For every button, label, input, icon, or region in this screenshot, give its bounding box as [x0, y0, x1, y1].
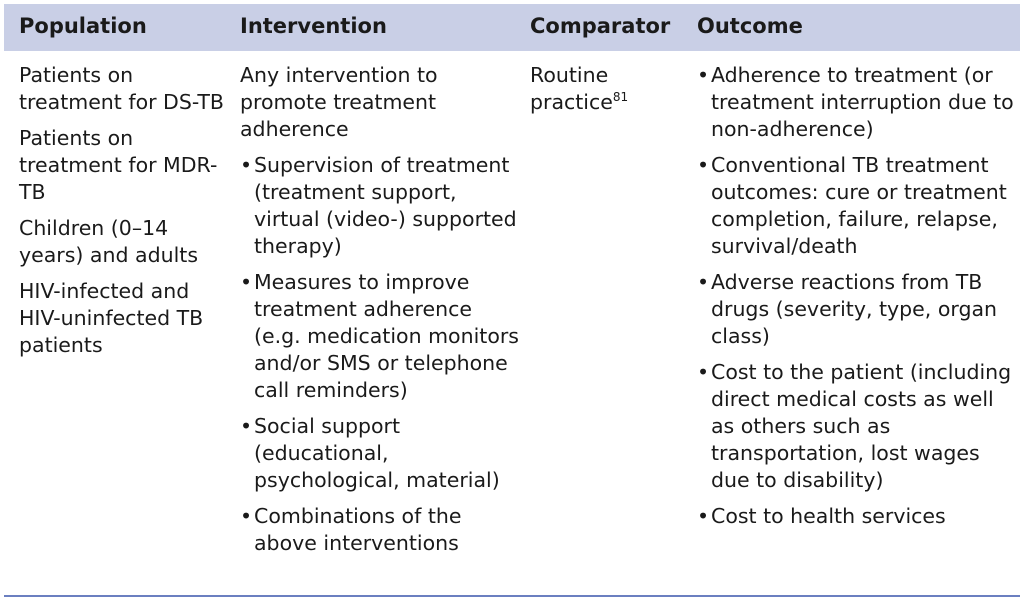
outcome-cell — [697, 62, 1017, 539]
intervention-intro: Any intervention to promote treatment adherence — [240, 63, 438, 141]
outcome-item — [697, 152, 1017, 260]
outcome-list — [697, 62, 1017, 530]
header-intervention: Intervention — [240, 14, 387, 38]
bullet-icon: • — [697, 360, 710, 384]
intervention-item — [240, 152, 520, 260]
intervention-list — [240, 152, 520, 557]
population-item: Patients on treatment for DS-TB — [19, 63, 224, 114]
intervention-item — [240, 269, 520, 404]
header-population: Population — [19, 14, 147, 38]
bullet-icon: • — [240, 504, 253, 528]
intervention-item-text: Social support (educational, psychological, material) — [254, 414, 500, 492]
outcome-item-text: Cost to health services — [711, 504, 946, 528]
bullet-icon: • — [697, 270, 710, 294]
intervention-item — [240, 413, 520, 494]
outcome-item-text: Conventional TB treatment outcomes: cure or treatment completion, failure, relapse, survival/death — [711, 153, 1007, 258]
bullet-icon: • — [697, 153, 710, 177]
comparator-cell — [530, 62, 690, 125]
intervention-item-text: Measures to improve treatment adherence (e.g. medication monitors and/or SMS or telephone call reminders) — [254, 270, 519, 402]
intervention-cell — [240, 62, 520, 566]
population-cell — [19, 62, 229, 368]
bullet-icon: • — [240, 414, 253, 438]
bullet-icon: • — [240, 270, 253, 294]
comparator-text — [530, 62, 690, 116]
population-item: Children (0–14 years) and adults — [19, 216, 198, 267]
outcome-item-text: Adverse reactions from TB drugs (severity, type, organ class) — [711, 270, 998, 348]
outcome-item-text: Cost to the patient (including direct medical costs as well as others such as transportation, lost wages due to disability) — [711, 360, 1012, 492]
footnote-ref: 81 — [612, 90, 629, 104]
bullet-icon: • — [697, 63, 710, 87]
bullet-icon: • — [240, 153, 253, 177]
outcome-item — [697, 503, 1017, 530]
population-item: Patients on treatment for MDR-TB — [19, 126, 218, 204]
outcome-item-text: Adherence to treatment (or treatment interruption due to non-adherence) — [711, 63, 1014, 141]
intervention-item — [240, 503, 520, 557]
table-header-row — [4, 4, 1020, 51]
population-item: HIV-infected and HIV-uninfected TB patients — [19, 279, 204, 357]
header-comparator: Comparator — [530, 14, 671, 38]
intervention-item-text: Supervision of treatment (treatment support, virtual (video-) supported therapy) — [254, 153, 517, 258]
header-outcome: Outcome — [697, 14, 803, 38]
bullet-icon: • — [697, 504, 710, 528]
outcome-item — [697, 269, 1017, 350]
table-bottom-rule — [4, 595, 1020, 597]
outcome-item — [697, 359, 1017, 494]
outcome-item — [697, 62, 1017, 143]
comparator-label: Routine practice — [530, 63, 613, 114]
intervention-item-text: Combinations of the above interventions — [254, 504, 462, 555]
